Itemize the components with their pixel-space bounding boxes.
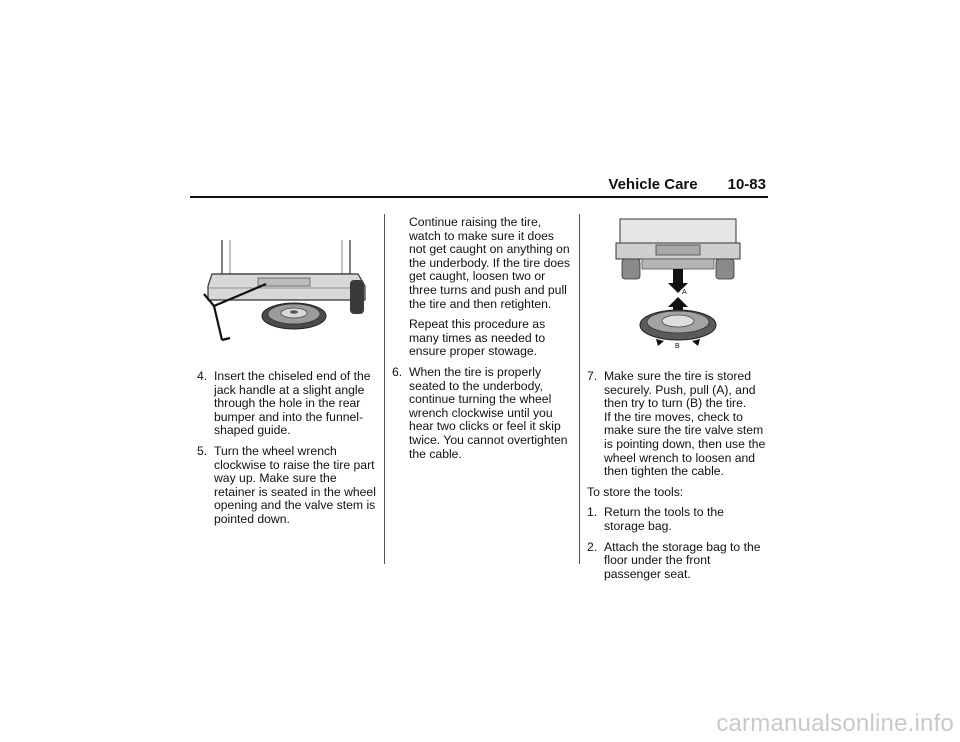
step-4 <box>197 370 377 438</box>
step-text: Make sure the tire is stored securely. Push, pull (A), and then try to turn (B) the tire. <box>604 369 756 411</box>
step-5 <box>197 445 377 527</box>
column-divider-2 <box>579 214 580 564</box>
repeat-paragraph: Repeat this procedure as many times as needed to ensure proper stowage. <box>409 317 546 359</box>
step-text: When the tire is properly seated to the underbody, continue turning the wheel wrench clockwise until you hear two clicks or feel it skip twice. You cannot overtighten the cable. <box>409 364 568 461</box>
section-title: Vehicle Care <box>608 176 698 193</box>
header-rule <box>190 196 768 198</box>
step-7 <box>587 370 767 411</box>
step-text: Turn the wheel wrench clockwise to raise the tire part way up. Make sure the retainer is seated in the wheel opening and the valve stem is pointed down. <box>214 443 376 526</box>
step-number: 1. <box>587 505 598 520</box>
step-text: Attach the storage bag to the floor under the front passenger seat. <box>604 539 761 581</box>
step-number: 6. <box>392 364 403 379</box>
step-text: Insert the chiseled end of the jack handle at a slight angle through the hole in the rear bumper and into the funnel-shaped guide. <box>214 369 371 438</box>
column-2 <box>392 216 574 468</box>
column-divider-1 <box>384 214 385 564</box>
column-3 <box>587 370 767 588</box>
step-7-continuation: If the tire moves, check to make sure the tire valve stem is pointing down, then use the wheel wrench to loosen and then tighten the cable. <box>604 409 766 479</box>
page-number: 10-83 <box>727 176 766 193</box>
store-step-1 <box>587 506 767 533</box>
step-number: 2. <box>587 539 598 554</box>
store-step-2 <box>587 541 767 582</box>
tire-stowage-illustration <box>612 215 744 350</box>
page-header <box>190 176 766 196</box>
step-number: 4. <box>197 369 208 383</box>
store-tools-heading: To store the tools: <box>587 484 684 499</box>
column-1 <box>197 370 377 534</box>
step-6 <box>392 366 574 461</box>
continuation-paragraph: Continue raising the tire, watch to make sure it does not get caught on anything on the underbody. If the tire does get caught, loosen two or three turns and push and pull the tire and then retighten. <box>409 215 571 311</box>
watermark-text: carmanualsonline.info <box>716 710 954 737</box>
step-text: Return the tools to the storage bag. <box>604 505 724 533</box>
step-number: 7. <box>587 369 598 383</box>
jack-handle-illustration <box>200 232 368 350</box>
step-number: 5. <box>197 443 208 458</box>
label-b: B <box>675 343 680 350</box>
label-a: A <box>682 289 687 296</box>
